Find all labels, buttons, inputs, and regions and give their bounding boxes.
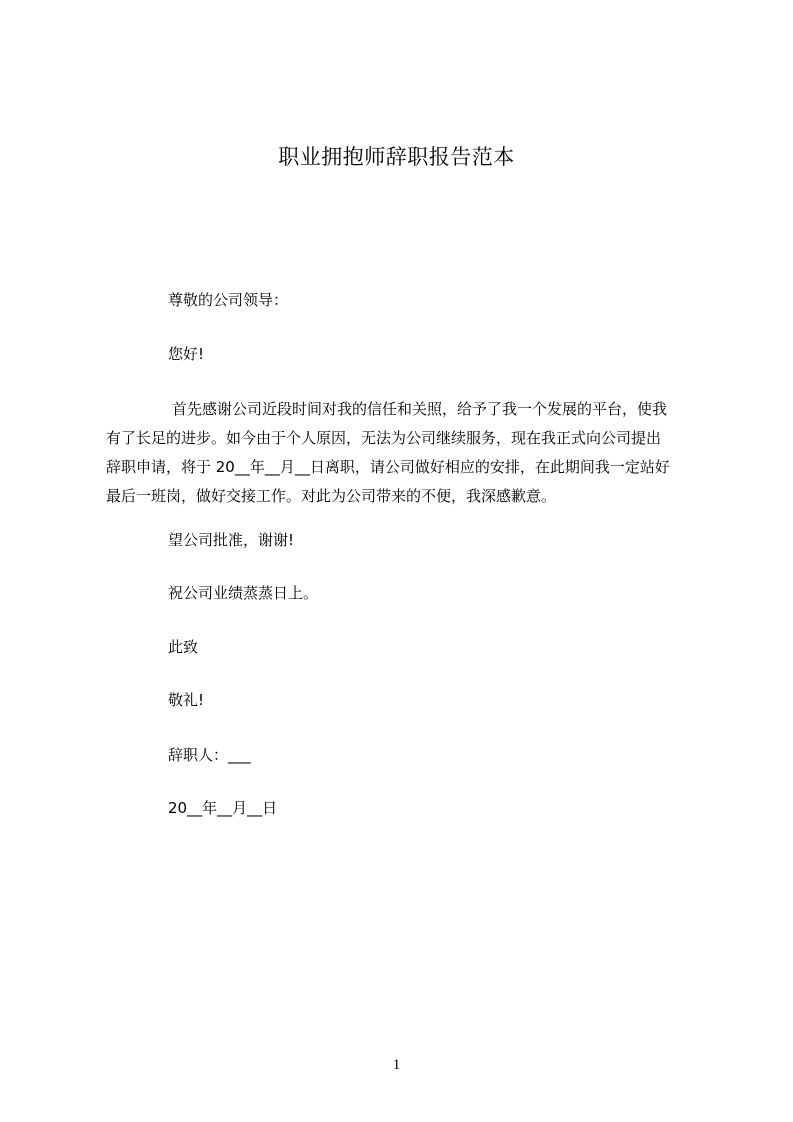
body-line: 最后一班岗，做好交接工作。对此为公司带来的不便，我深感歉意。 xyxy=(106,487,557,505)
date-line: 20__年__月__日 xyxy=(168,799,278,817)
greeting: 您好! xyxy=(168,345,205,363)
signature-line: 辞职人：___ xyxy=(168,746,251,764)
document-title: 职业拥抱师辞职报告范本 xyxy=(278,145,515,169)
salutation: 尊敬的公司领导： xyxy=(168,291,289,309)
body-line: 有了长足的进步。如今由于个人原因，无法为公司继续服务，现在我正式向公司提出 xyxy=(106,429,662,447)
body-paragraph xyxy=(106,399,698,515)
body-line: 首先感谢公司近段时间对我的信任和关照，给予了我一个发展的平台，使我 xyxy=(172,400,668,418)
wish-line: 祝公司业绩蒸蒸日上。 xyxy=(168,584,319,602)
closing-line-1: 此致 xyxy=(168,638,199,656)
page-number: 1 xyxy=(392,1057,401,1073)
request-line: 望公司批准，谢谢! xyxy=(168,531,295,549)
closing-line-2: 敬礼! xyxy=(168,691,205,709)
body-line: 辞职申请，将于 20__年__月__日离职，请公司做好相应的安排，在此期间我一定站好 xyxy=(106,458,670,476)
